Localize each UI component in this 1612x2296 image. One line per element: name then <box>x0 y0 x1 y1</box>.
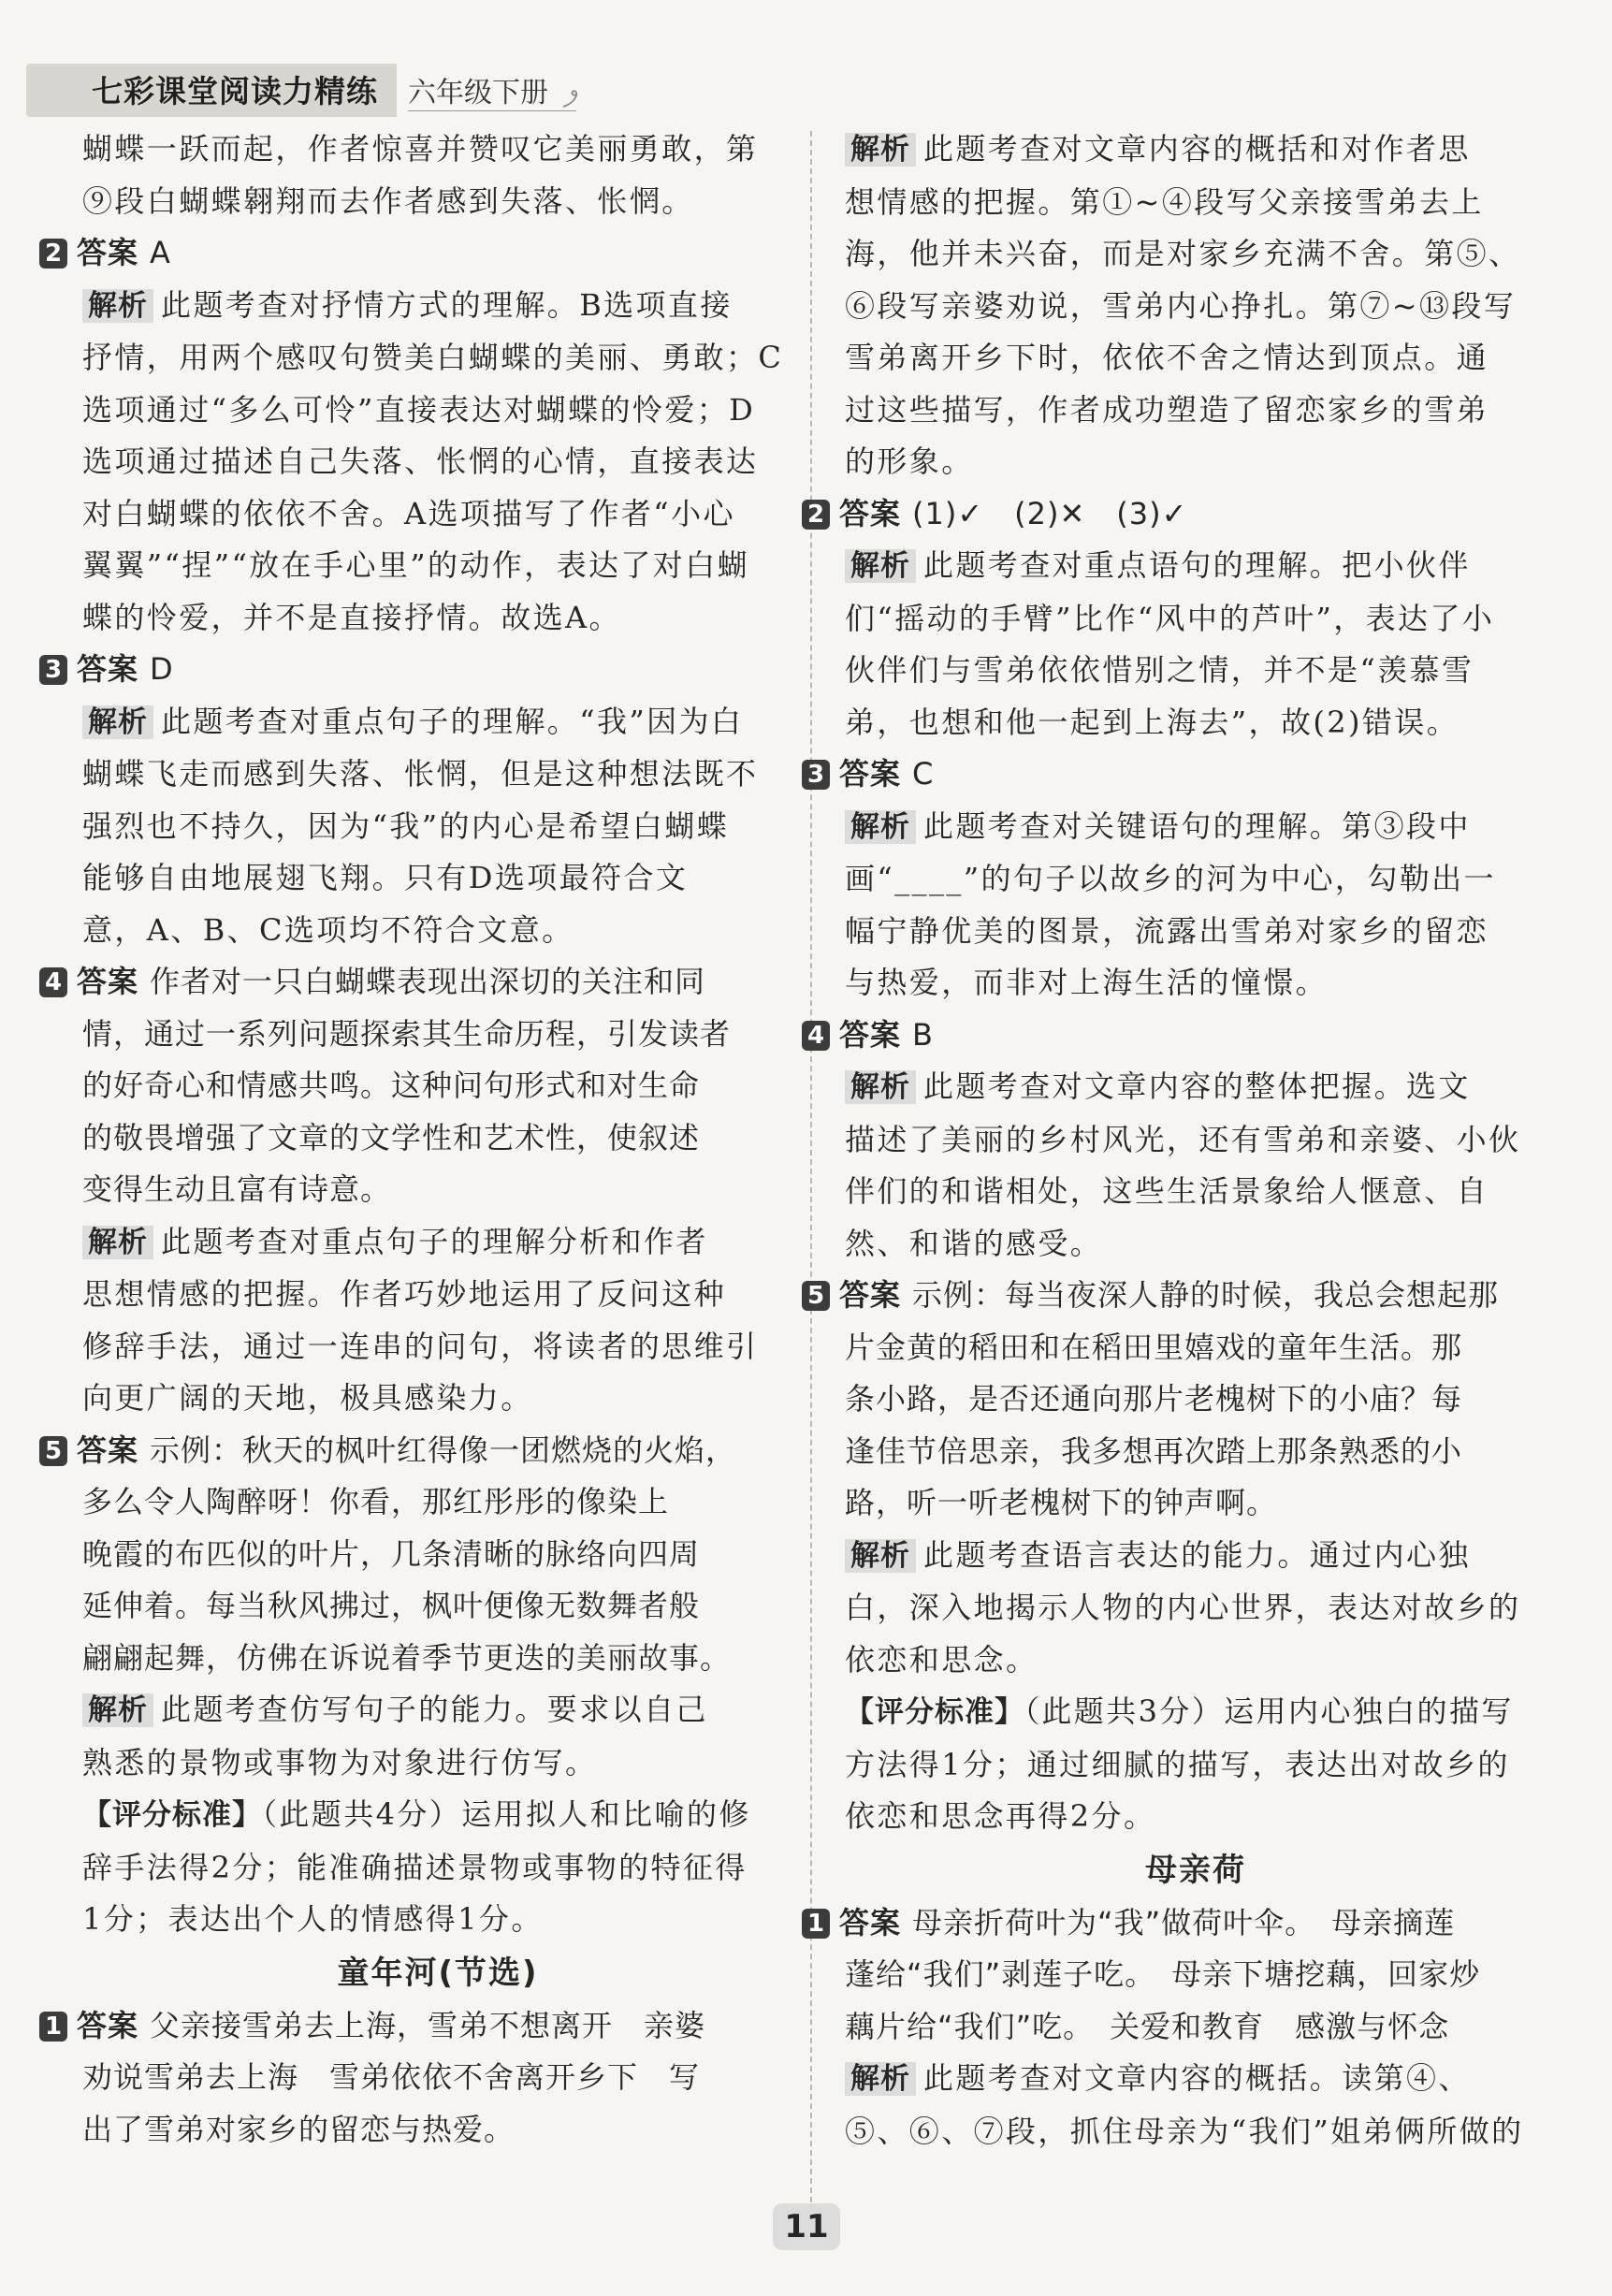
answer-line: 的敬畏增强了文章的文学性和艺术性，使叙述 <box>82 1119 701 1155</box>
answer-label: 答案 <box>77 651 139 687</box>
question-number-badge: 1 <box>39 2012 67 2042</box>
answer-line: 情，通过一系列问题探索其生命历程，引发读者 <box>82 1015 732 1052</box>
answer-label: 答案 <box>839 495 902 531</box>
text-line: 与热爱，而非对上海生活的憧憬。 <box>845 965 1329 1000</box>
analysis-text: 此题考查对抒情方式的理解。B选项直接 <box>161 286 733 323</box>
answer-label: 答案 <box>839 1904 902 1940</box>
text-line: 思想情感的把握。作者巧妙地运用了反问这种 <box>82 1276 727 1312</box>
criteria-label: 【评分标准】 <box>845 1695 1024 1729</box>
question-3 <box>44 644 793 956</box>
answer-line <box>39 956 793 1009</box>
answer-text: 示例：每当夜深人静的时候，我总会想起那 <box>912 1277 1500 1313</box>
question-number-badge: 1 <box>802 1909 830 1939</box>
answer-text: 母亲折荷叶为“我”做荷叶伞。 母亲摘莲 <box>912 1904 1456 1940</box>
answer-line: 的好奇心和情感共鸣。这种问句形式和对生命 <box>82 1068 701 1103</box>
question-5 <box>806 1270 1547 1843</box>
page-number: 11 <box>773 2203 840 2250</box>
text-line: 1分；表达出个人的情感得1分。 <box>82 1901 544 1937</box>
answer-line: 劝说雪弟去上海 雪弟依依不舍离开乡下 写 <box>82 2059 701 2095</box>
answer-line: 路，听一听老槐树下的钟声啊。 <box>845 1485 1278 1520</box>
analysis-line <box>82 1216 793 1270</box>
answer-line: 变得生动且富有诗意。 <box>82 1171 392 1207</box>
text-line: 依恋和思念。 <box>845 1641 1038 1678</box>
answer-line: 条小路，是否还通向那片老槐树下的小庙？每 <box>845 1381 1463 1417</box>
section-title: 童年河(节选) <box>337 1954 539 1992</box>
criteria-text: （此题共3分）运用内心独白的描写 <box>1024 1693 1514 1729</box>
analysis-text: 此题考查对文章内容的整体把握。选文 <box>923 1068 1471 1104</box>
text-line: 蝴蝶一跃而起，作者惊喜并赞叹它美丽勇敢，第 <box>82 131 759 167</box>
answer-label: 答案 <box>77 964 139 999</box>
answer-line <box>802 748 1547 801</box>
text-line: 向更广阔的天地，极具感染力。 <box>82 1380 533 1416</box>
analysis-line <box>845 124 1547 177</box>
text-line: 蝶的怜爱，并不是直接抒情。故选A。 <box>82 599 621 635</box>
answer-line: 翩翩起舞，仿佛在诉说着季节更迭的美丽故事。 <box>82 1639 732 1676</box>
curl-ornament-icon <box>561 88 582 109</box>
analysis-text: 此题考查对关键语句的理解。第③段中 <box>923 807 1471 844</box>
question-number-badge: 3 <box>802 760 830 790</box>
analysis-label: 解析 <box>845 549 916 583</box>
answer-line: 逢佳节倍思亲，我多想再次踏上那条熟悉的小 <box>845 1432 1463 1469</box>
text-line: 依恋和思念再得2分。 <box>845 1798 1156 1834</box>
analysis-line <box>845 2053 1547 2106</box>
answer-text: (1)✓ (2)✕ (3)✓ <box>912 495 1188 531</box>
text-line: 弟，也想和他一起到上海去”，故(2)错误。 <box>845 704 1460 740</box>
answer-line: 晚霞的布匹似的叶片，几条清晰的脉络向四周 <box>82 1535 701 1572</box>
answer-line: 蓬给“我们”剥莲子吃。 母亲下塘挖藕，回家炒 <box>845 1956 1481 1992</box>
answer-text: 父亲接雪弟去上海，雪弟不想离开 亲婆 <box>150 2007 706 2043</box>
page-header <box>26 65 662 114</box>
question-5 <box>44 1425 793 1946</box>
analysis-text: 此题考查对文章内容的概括。读第④、 <box>923 2060 1471 2096</box>
analysis-text: 此题考查仿写句子的能力。要求以自己 <box>161 1692 708 1727</box>
text-line: 强烈也不持久，因为“我”的内心是希望白蝴蝶 <box>82 807 730 844</box>
analysis-text: 此题考查对重点语句的理解。把小伙伴 <box>923 547 1471 583</box>
continuation-block <box>82 124 793 227</box>
text-line: 翼翼”“捏”“放在手心里”的动作，表达了对白蝴 <box>82 547 749 583</box>
book-title: 七彩课堂阅读力精练 <box>26 64 397 117</box>
analysis-label: 解析 <box>82 1693 153 1727</box>
analysis-line <box>845 1530 1547 1583</box>
answer-line <box>802 1270 1547 1322</box>
question-4 <box>44 956 793 1425</box>
text-line: ⑤、⑥、⑦段，抓住母亲为“我们”姐弟俩所做的 <box>845 2113 1524 2149</box>
answer-line: 出了雪弟对家乡的留恋与热爱。 <box>82 2111 516 2147</box>
question-2 <box>806 488 1547 749</box>
analysis-label: 解析 <box>845 1070 916 1104</box>
answer-text: 作者对一只白蝴蝶表现出深切的关注和同 <box>150 964 706 999</box>
text-line: 想情感的把握。第①~④段写父亲接雪弟去上 <box>845 183 1484 220</box>
question-number-badge: 2 <box>802 500 830 530</box>
question-number-badge: 5 <box>802 1281 830 1311</box>
answer-label: 答案 <box>839 1016 902 1053</box>
right-column <box>806 124 1547 2158</box>
text-line: 过这些描写，作者成功塑造了留恋家乡的雪弟 <box>845 391 1489 428</box>
question-1-analysis <box>845 124 1547 488</box>
analysis-text: 此题考查对重点句子的理解分析和作者 <box>161 1223 708 1259</box>
text-line: 白，深入地揭示人物的内心世界，表达对故乡的 <box>845 1590 1521 1625</box>
answer-text: D <box>150 651 174 687</box>
answer-label: 答案 <box>77 2007 139 2043</box>
answer-line: 延伸着。每当秋风拂过，枫叶便像无数舞者般 <box>82 1588 701 1623</box>
text-line: 的形象。 <box>845 443 974 479</box>
analysis-line <box>82 280 793 333</box>
question-number-badge: 4 <box>802 1021 830 1051</box>
answer-line <box>39 1425 793 1477</box>
analysis-label: 解析 <box>82 289 153 323</box>
text-line: 描述了美丽的乡村风光，还有雪弟和亲婆、小伙 <box>845 1121 1521 1157</box>
answer-label: 答案 <box>77 1431 139 1468</box>
question-4 <box>806 1010 1547 1271</box>
question-number-badge: 4 <box>39 967 67 997</box>
text-line: 幅宁静优美的图景，流露出雪弟对家乡的留恋 <box>845 912 1489 949</box>
text-line: 熟悉的景物或事物为对象进行仿写。 <box>82 1744 598 1780</box>
analysis-line <box>845 540 1547 593</box>
text-line: 画“____”的句子以故乡的河为中心，勾勒出一 <box>845 861 1496 896</box>
section-question-1 <box>806 1897 1547 2158</box>
analysis-label: 解析 <box>845 810 916 844</box>
left-column <box>44 124 793 2156</box>
answer-text: B <box>912 1016 934 1053</box>
text-line: 修辞手法，通过一连串的问句，将读者的思维引 <box>82 1328 759 1364</box>
grade-text: 六年级下册 <box>408 76 548 109</box>
analysis-label: 解析 <box>82 705 153 739</box>
text-line: 对白蝴蝶的依依不舍。A选项描写了作者“小心 <box>82 495 735 531</box>
analysis-line <box>82 696 793 749</box>
answer-line <box>39 227 793 280</box>
question-3 <box>806 748 1547 1010</box>
analysis-label: 解析 <box>845 2062 916 2096</box>
section-title: 母亲荷 <box>1145 1851 1246 1889</box>
text-line: 蝴蝶飞走而感到失落、怅惘，但是这种想法既不 <box>82 756 759 792</box>
text-line: ⑥段写亲婆劝说，雪弟内心挣扎。第⑦~⑬段写 <box>845 287 1517 324</box>
text-line: 抒情，用两个感叹句赞美白蝴蝶的美丽、勇敢；C <box>82 340 784 375</box>
criteria-text: （此题共4分）运用拟人和比喻的修 <box>262 1796 751 1832</box>
answer-label: 答案 <box>839 1277 902 1313</box>
analysis-text: 此题考查语言表达的能力。通过内心独 <box>923 1536 1471 1573</box>
text-line: 海，他并未兴奋，而是对家乡充满不舍。第⑤、 <box>845 236 1521 271</box>
analysis-text: 此题考查对重点句子的理解。“我”因为白 <box>161 703 744 739</box>
question-2 <box>44 227 793 644</box>
answer-text: C <box>912 756 935 792</box>
analysis-label: 解析 <box>845 1539 916 1573</box>
criteria-line <box>845 1686 1547 1739</box>
analysis-line <box>845 1061 1547 1114</box>
answer-text: A <box>150 235 171 270</box>
analysis-label: 解析 <box>845 133 916 167</box>
text-line: 选项通过描述自己失落、怅惘的心情，直接表达 <box>82 443 759 479</box>
text-line: 选项通过“多么可怜”直接表达对蝴蝶的怜爱；D <box>82 391 756 428</box>
analysis-text: 此题考查对文章内容的概括和对作者思 <box>923 131 1471 167</box>
text-line: 雪弟离开乡下时，依依不舍之情达到顶点。通 <box>845 340 1489 375</box>
answer-label: 答案 <box>77 235 139 270</box>
answer-line: 多么令人陶醉呀！你看，那红彤彤的像染上 <box>82 1484 670 1519</box>
criteria-label: 【评分标准】 <box>82 1798 262 1832</box>
answer-line <box>802 1010 1547 1062</box>
question-number-badge: 2 <box>39 239 67 269</box>
grade-label <box>408 69 576 111</box>
answer-line <box>802 1897 1547 1950</box>
answer-line: 片金黄的稻田和在稻田里嬉戏的童年生活。那 <box>845 1329 1463 1365</box>
text-line: 辞手法得2分；能准确描述景物或事物的特征得 <box>82 1849 748 1885</box>
text-line: 能够自由地展翅飞翔。只有D选项最符合文 <box>82 860 689 895</box>
answer-text: 示例：秋天的枫叶红得像一团燃烧的火焰， <box>150 1431 737 1468</box>
text-line: 伙伴们与雪弟依依惜别之情，并不是“羡慕雪 <box>845 652 1474 688</box>
analysis-label: 解析 <box>82 1226 153 1259</box>
question-number-badge: 5 <box>39 1436 67 1466</box>
answer-line <box>802 488 1547 541</box>
answer-line <box>39 2000 793 2053</box>
text-line: 们“摇动的手臂”比作“风中的芦叶”，表达了小 <box>845 600 1495 636</box>
criteria-line <box>82 1789 793 1842</box>
text-line: ⑨段白蝴蝶翱翔而去作者感到失落、怅惘。 <box>82 182 694 219</box>
text-line: 意，A、B、C选项均不符合文意。 <box>82 911 574 948</box>
question-number-badge: 3 <box>39 655 67 685</box>
analysis-line <box>845 801 1547 854</box>
answer-label: 答案 <box>839 756 902 792</box>
analysis-line <box>82 1684 793 1737</box>
text-line: 然、和谐的感受。 <box>845 1225 1103 1261</box>
text-line: 伴们的和谐相处，这些生活景象给人惬意、自 <box>845 1173 1489 1209</box>
answer-line <box>39 644 793 696</box>
section-question-1 <box>44 2000 793 2157</box>
text-line: 方法得1分；通过细腻的描写，表达出对故乡的 <box>845 1746 1510 1782</box>
answer-line: 藕片给“我们”吃。 关爱和教育 感激与怀念 <box>845 2008 1450 2044</box>
